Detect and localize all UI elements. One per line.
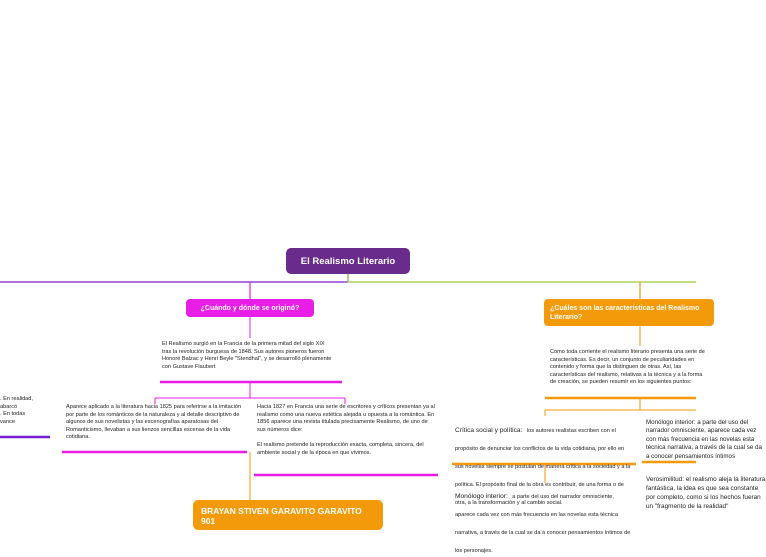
feature-item-monologue-cut: Monólogo interior: a parte del uso del narrador omnisciente, aparece cada vez con más frecuencia en las novelas esta técnica narrativa, a través de la cual se da a conocer pensamientos íntimos bbox=[646, 419, 762, 460]
feature-item1-text: los autores realistas escriben con el propósito de denunciar los conflictos de la vida cotidiana, por ello en sus novelas siempre se postulan de manera crítica a la sociedad y a la política. El propósito final de la obra es contribuir, de una forma o de otra, a la transformación y al cambio social. bbox=[455, 428, 631, 506]
connector-features-split bbox=[545, 398, 696, 416]
connector-left bbox=[0, 274, 348, 282]
feature-item2-title: Monólogo interior: bbox=[455, 493, 508, 500]
topic-when-where[interactable]: ¿Cuándo y dónde se originó? bbox=[186, 299, 314, 317]
feature-item-verisimilitude-cut: Verosimilitud: el realismo aleja la literatura fantástica, la idea es que sea constante por completo, como si los hechos fueran un "fragmento de la realidad" bbox=[646, 476, 766, 510]
features-summary-text: Como toda corriente el realismo literario presenta una serie de características. Es decir, un conjunto de peculiaridades en contenido y forma que la distinguen de otras. Así, las características del realismo, relativas a la técnica y a la forma de creación, se pueden resumir en los siguientes puntos: bbox=[550, 349, 705, 386]
root-topic[interactable]: El Realismo Literario bbox=[286, 248, 410, 274]
connector-when-split bbox=[155, 382, 345, 404]
when-left-note: Aparece aplicado a la literatura hacia 1825 para referirse a la imitación por parte de los románticos de la naturaleza y al detalle descriptivo de algunos de sus novelistas y las escenografías aparatosas del Romanticismo, llevaban a sus lienzos sencillas escenas de la vida cotidiana. bbox=[66, 404, 242, 441]
when-right-note: Hacia 1827 en Francia una serie de escritores y críticos presentan ya al realismo como una nueva estética alejada u opuesta a la romántica. En 1856 aparece una revista titulada precisamente Realismo, de uno de sus números dice: El realismo pretende la reproducción exacta, completa, sincera, del ambiente social y de la época en que vivimos. bbox=[257, 404, 435, 456]
feature-item2-text: a parte del uso del narrador omnisciente, aparece cada vez con más frecuencia en las novelas esta técnica narrativa, a través de la cual se da a conocer pensamientos íntimos de los personajes. bbox=[455, 494, 631, 554]
topic-features[interactable]: ¿Cuáles son las características del Realismo Literario? bbox=[544, 299, 714, 326]
feature-item1-title: Crítica social y política: bbox=[455, 427, 523, 434]
author-topic[interactable]: BRAYAN STIVEN GARAVITO GARAVITO 901 bbox=[193, 500, 383, 530]
when-summary-text: El Realismo surgió en la Francia de la primera mitad del siglo XIX tras la revolución burguesa de 1848. Sus autores pioneros fueron Honoré Balzac y Henri Beyle "Stendhal", y se desarrolló plenamente con Gustave Flaubert bbox=[162, 341, 332, 370]
connector-right bbox=[348, 274, 696, 282]
feature-item-interior-monologue bbox=[455, 485, 633, 557]
left-cut-text: . En realidad, abarcó . En todas vance bbox=[0, 396, 33, 425]
